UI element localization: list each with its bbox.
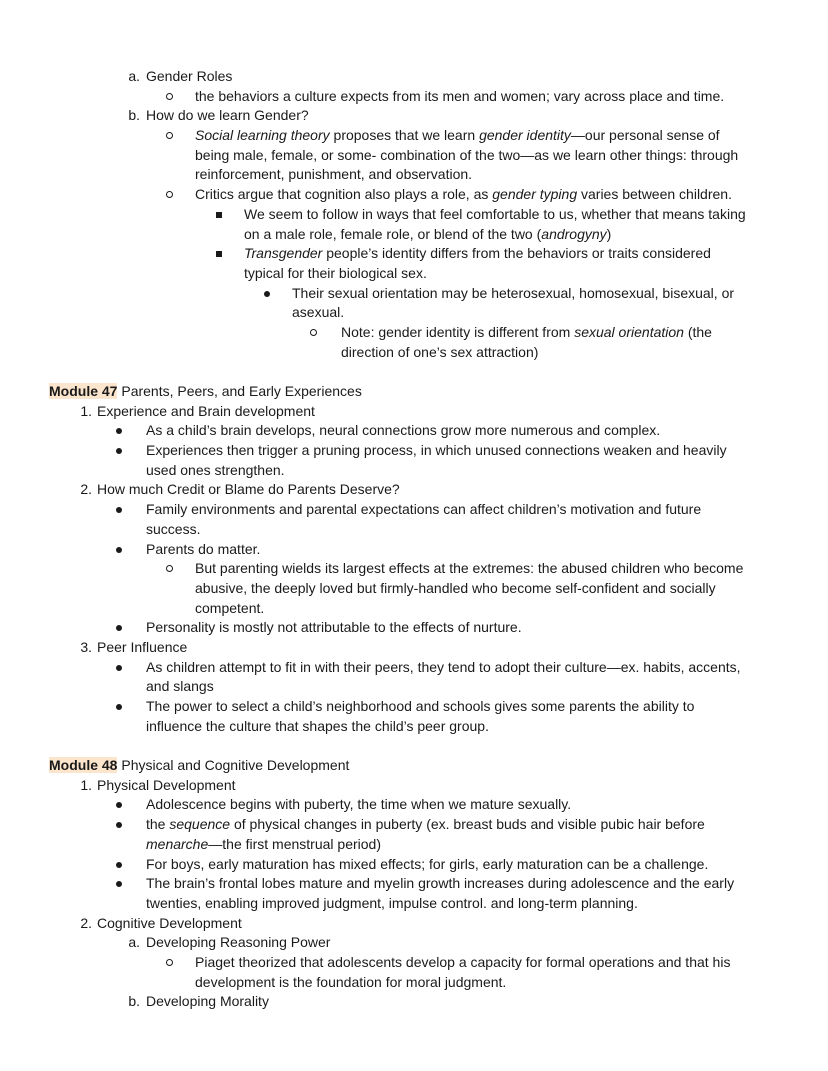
line-text: [146, 894, 638, 914]
italic-term: androgyny: [541, 225, 607, 242]
text-run: Family environments and parental expectations can affect children’s motivation and future: [146, 501, 702, 518]
text-run: typical for their biological sex.: [244, 264, 427, 281]
outline-line: [0, 461, 828, 481]
outline-line: [0, 343, 828, 363]
outline-line: [0, 185, 828, 205]
line-text: [146, 461, 285, 481]
text-run: Physical and Cognitive Development: [117, 757, 350, 774]
line-text: [244, 264, 427, 284]
line-text: [341, 343, 538, 363]
line-text: [146, 933, 330, 953]
text-run: We seem to follow in ways that feel comfortable to us, whether that means taking: [244, 205, 746, 222]
text-run: How much Credit or Blame do Parents Deserve?: [97, 481, 400, 498]
outline-line: [0, 933, 828, 953]
outline-line: [0, 559, 828, 579]
text-run: on a male role, female role, or blend of the two (: [244, 225, 542, 242]
text-run: As children attempt to fit in with their peers, they tend to adopt their culture—ex. habits, accents,: [146, 658, 741, 675]
outline-line: [0, 284, 828, 304]
line-text: [195, 146, 738, 166]
bullet-icon: [116, 625, 122, 631]
list-marker: 3.: [80, 638, 92, 655]
italic-term: gender typing: [492, 186, 578, 203]
outline-line: [0, 914, 828, 934]
line-text: [195, 185, 732, 205]
outline-line: [0, 165, 828, 185]
outline-line: [0, 835, 828, 855]
text-run: Peer Influence: [97, 638, 188, 655]
text-run: direction of one’s sex attraction): [341, 343, 539, 360]
text-run: —the first menstrual period): [208, 835, 381, 852]
text-run: influence the culture that shapes the child’s peer group.: [146, 717, 489, 734]
text-run: Note: gender identity is different from: [341, 323, 575, 340]
line-text: [292, 303, 344, 323]
text-run: Cognitive Development: [97, 914, 242, 931]
text-run: Piaget theorized that adolescents develop a capacity for formal operations and that his: [195, 953, 731, 970]
outline-line: [0, 992, 828, 1012]
list-marker: a.: [128, 934, 140, 951]
text-run: asexual.: [292, 304, 345, 321]
line-text: [146, 855, 708, 875]
outline-line: [0, 205, 828, 225]
line-text: [146, 874, 734, 894]
line-text: [146, 815, 705, 835]
outline-line: [0, 421, 828, 441]
text-run: Parents do matter.: [146, 540, 261, 557]
italic-term: sequence: [169, 816, 231, 833]
hollow-bullet-icon: [166, 93, 173, 100]
line-text: [97, 776, 236, 796]
line-text: [146, 618, 522, 638]
outline-line: [0, 303, 828, 323]
text-run: Their sexual orientation may be heterosexual, homosexual, bisexual, or: [292, 284, 735, 301]
outline-line: [0, 579, 828, 599]
line-text: [195, 973, 506, 993]
text-run: The brain’s frontal lobes mature and myelin growth increases during adolescence and the early: [146, 875, 735, 892]
text-run: Physical Development: [97, 776, 236, 793]
text-run: Critics argue that cognition also plays a role, as: [195, 186, 493, 203]
line-text: [195, 87, 724, 107]
outline-line: [0, 815, 828, 835]
text-run: As a child’s brain develops, neural connections grow more numerous and complex.: [146, 422, 661, 439]
text-run: Experiences then trigger a pruning process, in which unused connections weaken and heavily: [146, 442, 727, 459]
line-text: [97, 914, 242, 934]
bullet-icon: [116, 802, 122, 808]
document-page: [0, 67, 828, 1012]
square-bullet-icon: [216, 251, 222, 257]
outline-line: [0, 146, 828, 166]
line-text: [146, 697, 694, 717]
line-text: [195, 559, 743, 579]
line-text: [146, 441, 727, 461]
line-text: [341, 323, 712, 343]
italic-term: gender identity: [479, 127, 571, 144]
bullet-icon: [116, 862, 122, 868]
module-heading: [0, 756, 828, 776]
line-text: [195, 599, 264, 619]
text-run: of physical changes in puberty (ex. breast buds and visible pubic hair before: [230, 816, 705, 833]
hollow-bullet-icon: [166, 132, 173, 139]
outline-line: [0, 973, 828, 993]
outline-line: [0, 776, 828, 796]
bullet-icon: [116, 704, 122, 710]
line-text: [244, 205, 746, 225]
hollow-bullet-icon: [166, 959, 173, 966]
bullet-icon: [116, 428, 122, 434]
list-marker: b.: [128, 107, 140, 124]
outline-line: [0, 717, 828, 737]
text-run: Gender Roles: [146, 68, 233, 84]
outline-line: [0, 697, 828, 717]
line-text: [146, 992, 269, 1012]
list-marker: 2.: [80, 481, 92, 498]
bullet-icon: [116, 822, 122, 828]
list-marker: 2.: [80, 914, 92, 931]
italic-term: Social learning theory: [195, 127, 330, 144]
hollow-bullet-icon: [166, 191, 173, 198]
bullet-icon: [116, 507, 122, 513]
outline-line: [0, 540, 828, 560]
outline-line: [0, 244, 828, 264]
text-run: Experience and Brain development: [97, 402, 315, 419]
text-run: Developing Reasoning Power: [146, 934, 331, 951]
list-marker: b.: [128, 993, 140, 1010]
line-text: [97, 480, 400, 500]
outline-line: [0, 658, 828, 678]
italic-term: sexual orientation: [574, 323, 684, 340]
text-run: being male, female, or some- combination of the two—as we learn other things: through: [195, 146, 739, 163]
text-run: Personality is mostly not attributable to the effects of nurture.: [146, 619, 522, 636]
text-run: and slangs: [146, 678, 214, 695]
text-run: (the: [683, 323, 712, 340]
hollow-bullet-icon: [310, 329, 317, 336]
line-text: [195, 579, 716, 599]
hollow-bullet-icon: [166, 565, 173, 572]
line-text: [292, 284, 734, 304]
text-run: competent.: [195, 599, 265, 616]
bullet-icon: [264, 291, 270, 297]
bullet-icon: [116, 881, 122, 887]
outline-line: [0, 126, 828, 146]
outline-line: [0, 855, 828, 875]
text-run: proposes that we learn: [329, 127, 480, 144]
text-run: Developing Morality: [146, 993, 269, 1010]
line-text: [146, 717, 489, 737]
text-run: people’s identity differs from the behaviors or traits considered: [322, 245, 711, 262]
text-run: abusive, the deeply loved but firmly-handled who become self-confident and socially: [195, 579, 716, 596]
module-heading: [0, 382, 828, 402]
bullet-icon: [116, 665, 122, 671]
outline-line: [0, 441, 828, 461]
italic-term: menarche: [146, 835, 209, 852]
outline-line: [0, 874, 828, 894]
text-run: ): [606, 225, 612, 242]
text-run: Adolescence begins with puberty, the time when we mature sexually.: [146, 796, 572, 813]
text-run: But parenting wields its largest effects at the extremes: the abused children who become: [195, 560, 744, 577]
outline-line: [0, 264, 828, 284]
text-run: The power to select a child’s neighborhood and schools gives some parents the ability to: [146, 698, 695, 714]
outline-line: [0, 677, 828, 697]
line-text: [49, 382, 362, 402]
outline-line: [0, 402, 828, 422]
outline-line: [0, 500, 828, 520]
outline-line: [0, 225, 828, 245]
text-run: development is the foundation for moral judgment.: [195, 973, 507, 990]
outline-line: [0, 106, 828, 126]
list-marker: a.: [128, 68, 140, 84]
list-marker: 1.: [80, 776, 92, 793]
line-text: [146, 540, 260, 560]
outline-line: [0, 520, 828, 540]
list-marker: 1.: [80, 402, 92, 419]
line-text: [146, 106, 309, 126]
text-run: Parents, Peers, and Early Experiences: [117, 383, 362, 399]
bullet-icon: [116, 547, 122, 553]
line-text: [49, 756, 349, 776]
line-text: [146, 520, 200, 540]
line-text: [146, 658, 741, 678]
outline-line: [0, 795, 828, 815]
outline-line: [0, 87, 828, 107]
text-run: used ones strengthen.: [146, 461, 285, 478]
text-run: the behaviors a culture expects from its men and women; vary across place and time.: [195, 87, 725, 104]
line-text: [146, 835, 381, 855]
text-run: For boys, early maturation has mixed effects; for girls, early maturation can be a challenge.: [146, 855, 709, 872]
module-label: Module 48: [49, 757, 118, 774]
square-bullet-icon: [216, 212, 222, 218]
text-run: How do we learn Gender?: [146, 107, 309, 124]
italic-term: Transgender: [244, 245, 323, 262]
text-run: varies between children.: [577, 186, 732, 203]
line-text: [146, 421, 660, 441]
text-run: twenties, enabling improved judgment, impulse control. and long-term planning.: [146, 894, 638, 911]
line-text: [146, 67, 232, 87]
outline-line: [0, 618, 828, 638]
line-text: [146, 795, 571, 815]
line-text: [244, 225, 611, 245]
line-text: [195, 126, 720, 146]
line-text: [146, 500, 701, 520]
text-run: —our personal sense of: [570, 127, 720, 144]
text-run: success.: [146, 520, 201, 537]
text-run: the: [146, 816, 170, 833]
line-text: [195, 165, 472, 185]
bullet-icon: [116, 448, 122, 454]
outline-line: [0, 599, 828, 619]
line-text: [244, 244, 711, 264]
outline-line: [0, 894, 828, 914]
line-text: [97, 638, 187, 658]
line-text: [195, 953, 730, 973]
outline-line: [0, 953, 828, 973]
outline-line: [0, 638, 828, 658]
line-text: [146, 677, 214, 697]
module-label: Module 47: [49, 383, 118, 399]
outline-line: [0, 480, 828, 500]
line-text: [97, 402, 315, 422]
outline-line: [0, 323, 828, 343]
outline-line: [0, 67, 828, 87]
text-run: reinforcement, punishment, and observation.: [195, 166, 473, 183]
